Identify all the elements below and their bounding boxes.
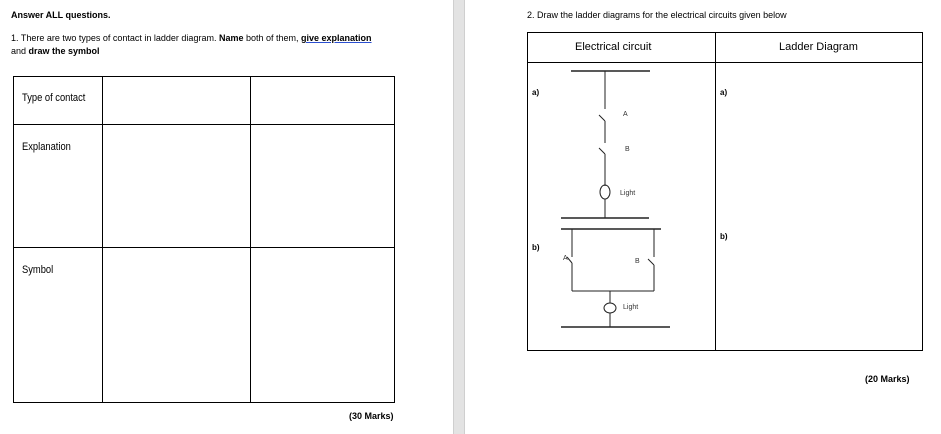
q1-mid: both of them, [243, 33, 302, 43]
switch-a-blade [599, 115, 605, 121]
circuit-a-label: a) [532, 88, 540, 97]
header-electrical-circuit: Electrical circuit [575, 41, 652, 53]
table-divider [14, 124, 394, 125]
ladder-a-label: a) [720, 88, 728, 97]
light-a-label: Light [620, 190, 636, 197]
switch-a-label-b: A [563, 255, 568, 262]
question-2: 2. Draw the ladder diagrams for the electrical circuits given below [527, 10, 787, 20]
table-divider [715, 33, 716, 350]
row-label-type-of-contact: Type of contact [22, 92, 86, 104]
header-ladder-diagram: Ladder Diagram [779, 41, 858, 53]
light-a-symbol [600, 185, 610, 199]
switch-b-label: B [625, 146, 630, 153]
light-b-symbol [604, 303, 616, 313]
q1-explanation-link[interactable]: give explanation [301, 33, 372, 43]
row-label-explanation: Explanation [22, 141, 71, 153]
contact-types-table [13, 76, 395, 403]
q1-draw-symbol: draw the symbol [28, 46, 100, 56]
row-label-symbol: Symbol [22, 264, 54, 276]
ladder-b-label: b) [720, 232, 728, 241]
table-divider [102, 77, 103, 402]
switch-b-label-b: B [635, 258, 640, 265]
q1-prefix: 1. There are two types of contact in ladder diagram. [11, 33, 219, 43]
circuit-b-drawing [561, 229, 670, 327]
switch-b-blade [648, 259, 654, 265]
switch-a-label: A [623, 111, 628, 118]
q1-name-word: Name [218, 33, 244, 43]
question-1-line2 [11, 46, 100, 56]
page-gutter [453, 0, 465, 434]
left-page [0, 0, 453, 434]
circuit-b-label: b) [532, 243, 540, 252]
table-divider [250, 77, 251, 402]
q2-marks: (20 Marks) [865, 374, 910, 384]
table-divider [14, 247, 394, 248]
circuit-a-drawing [561, 71, 650, 218]
switch-b-blade [599, 148, 605, 154]
light-b-label: Light [623, 304, 639, 311]
instructions-heading: Answer ALL questions. [11, 10, 111, 20]
question-1-line1 [11, 33, 372, 43]
q1-marks: (30 Marks) [349, 411, 394, 421]
circuits-table [527, 32, 923, 351]
q1-line2-prefix: and [11, 46, 29, 56]
